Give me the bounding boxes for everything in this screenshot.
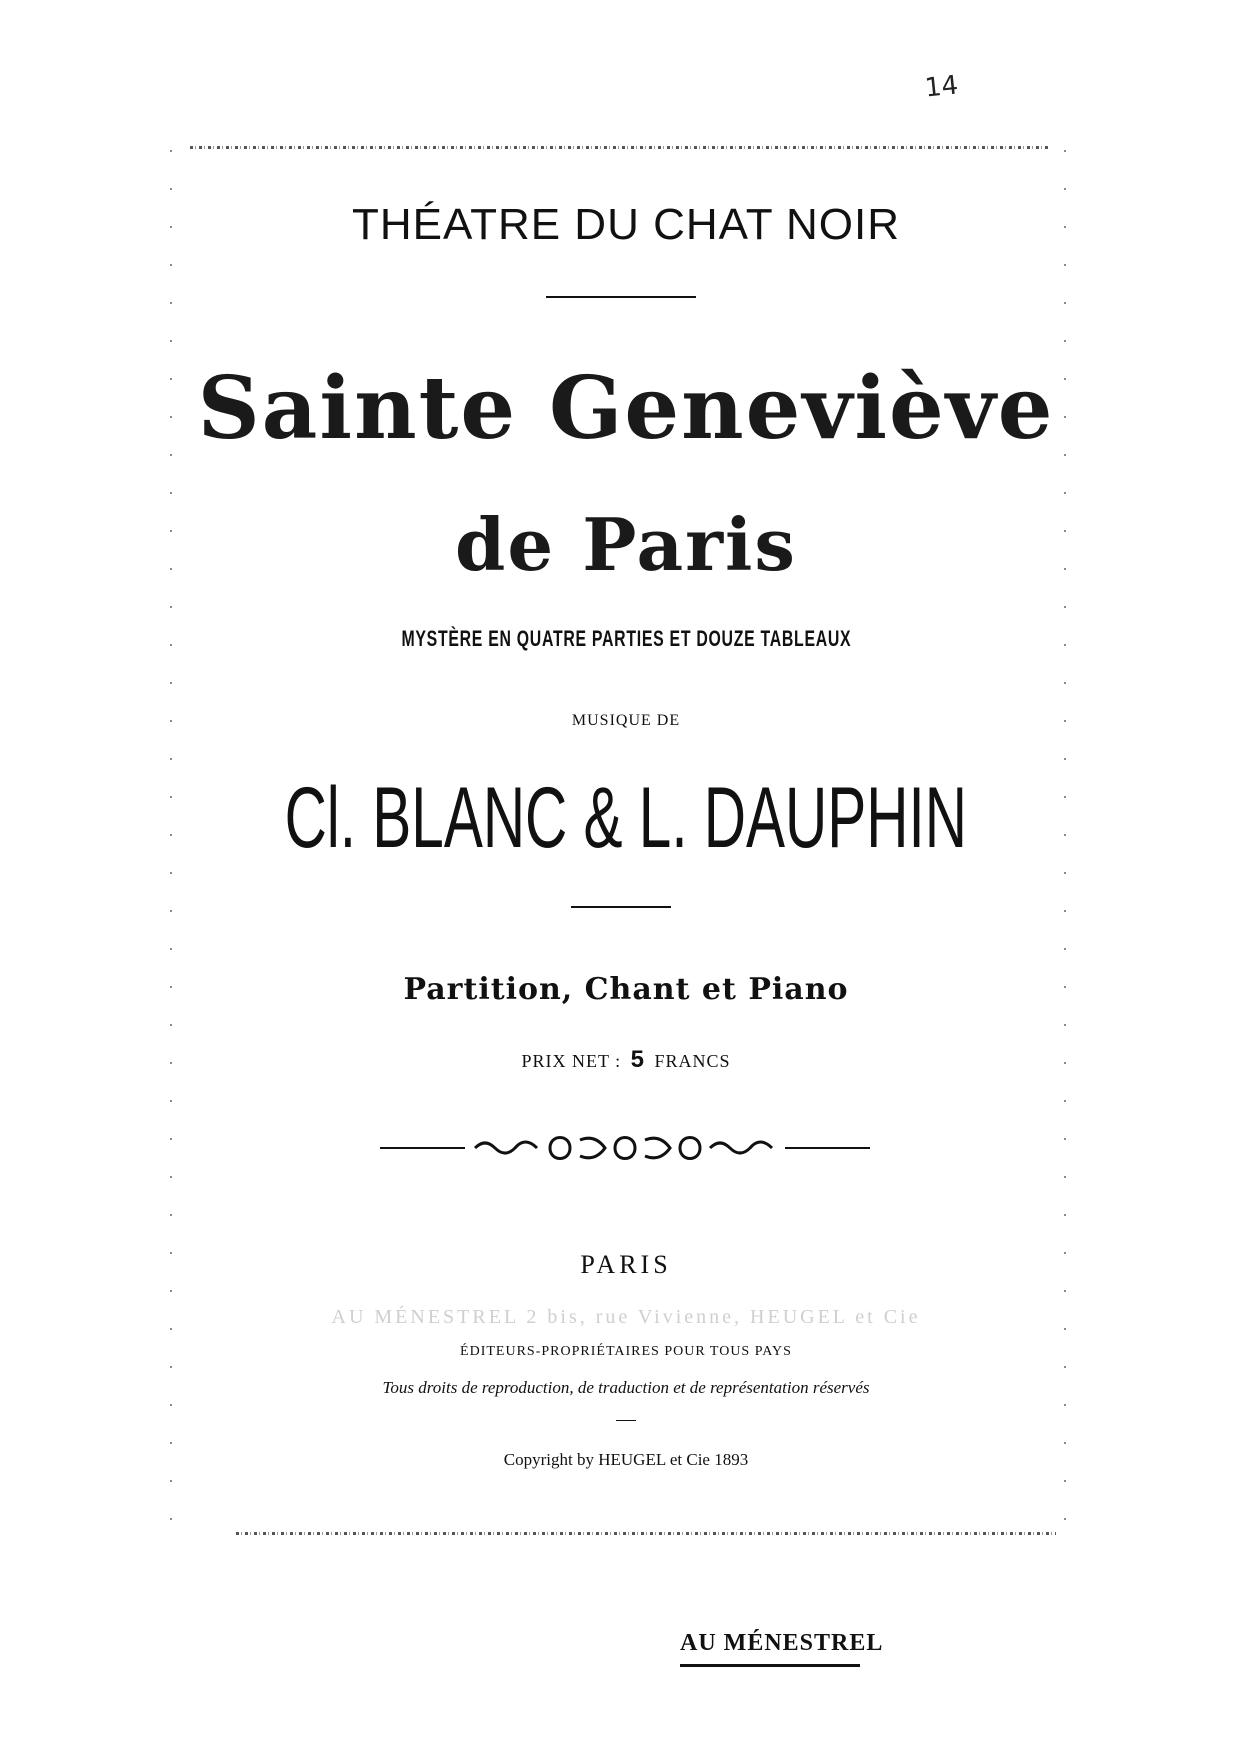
price-prefix: PRIX NET : (521, 1051, 622, 1071)
ornament-divider (380, 1128, 870, 1168)
bottom-border (236, 1532, 1056, 1535)
composers (0, 768, 1252, 868)
price (0, 1046, 1252, 1074)
composers-text: Cl. BLANC & L. DAUPHIN (284, 770, 968, 866)
divider-1 (546, 296, 696, 298)
subtitle (0, 626, 1252, 652)
price-suffix: FRANCS (654, 1051, 731, 1071)
stamp-text: AU MÉNESTREL (680, 1630, 884, 1656)
city: PARIS (580, 1250, 672, 1279)
divider-3 (616, 1420, 636, 1421)
title-main: Sainte Geneviève (197, 358, 1055, 459)
top-border (190, 146, 1050, 149)
divider-2 (571, 906, 671, 908)
library-stamp (680, 1630, 884, 1667)
rights: Tous droits de reproduction, de traduction et de représentation réservés (382, 1378, 870, 1397)
edition: Partition, Chant et Piano (403, 972, 849, 1007)
subtitle-text: MYSTÈRE EN QUATRE PARTIES ET DOUZE TABLEAUX (401, 626, 851, 651)
price-amount: 5 (630, 1046, 645, 1073)
publisher: AU MÉNESTREL 2 bis, rue Vivienne, HEUGEL et Cie (331, 1306, 921, 1328)
theatre-heading: THÉATRE DU CHAT NOIR (351, 200, 901, 249)
editors: ÉDITEURS-PROPRIÉTAIRES POUR TOUS PAYS (460, 1344, 792, 1359)
handwritten-mark: 14 (923, 70, 960, 104)
copyright: Copyright by HEUGEL et Cie 1893 (503, 1450, 749, 1469)
music-by: MUSIQUE DE (571, 712, 681, 729)
title-sub: de Paris (455, 502, 797, 587)
